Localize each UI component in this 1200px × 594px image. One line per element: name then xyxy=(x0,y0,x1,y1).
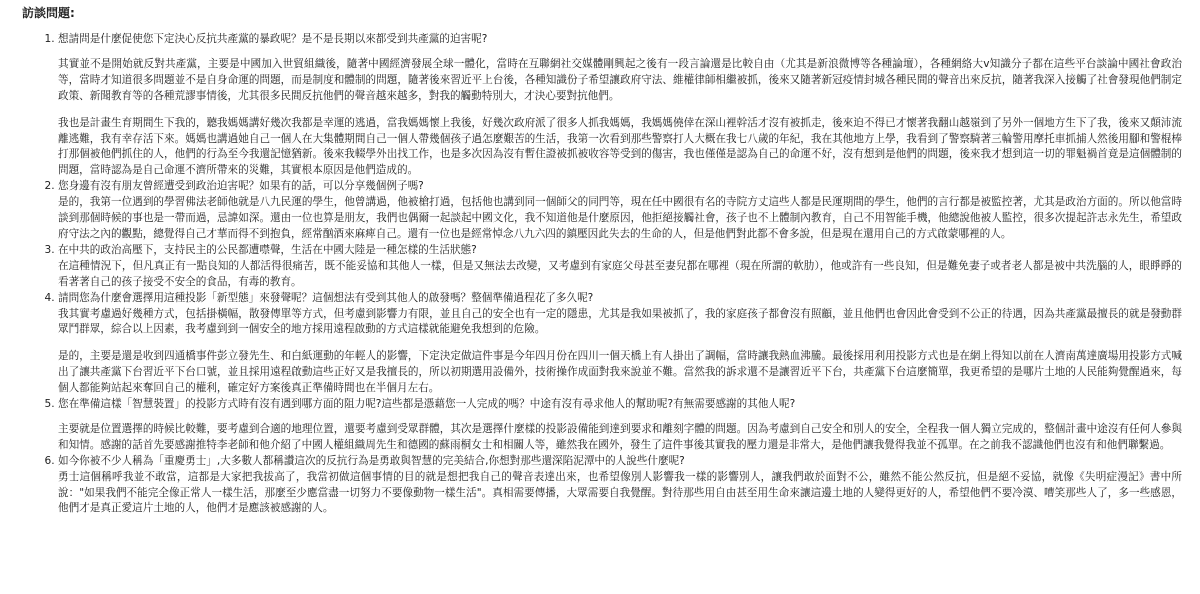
question-item-1 xyxy=(58,32,1182,179)
answer-paragraph: 是的，我第一位遇到的學習佛法老師他就是八九民運的學生，他曾講過，他被槍打過，包括他也講到同一個師父的同門等，現在任中國很有名的寺院方丈這些人都是民運期間的學生，他們的言行都是被監控著，尤其是政治方面的。所以他當時談到那個時候的事也是一帶而過，忌諱如深。還由一位也算是朋友，我們也偶爾一起談起中國文化，我不知道他是什麼原因，他拒絕接觸社會，孩子也不上體制內教育，自己不用智能手機，他總說他被人監控，很多次提起許志永先生，希望政府守法之內的觀點，總覺得自己才華而得不到抱負，經常酗酒來麻痺自己。還有一位也是經常悼念八九六四的鎮壓因此失去的生命的人，但是他們對此都不會多說，但是現在還用自己的方式啟蒙哪裡的人。 xyxy=(58,196,1182,240)
question-text: 4. 請問您為什麼會選擇用這種投影「新型態」來發聲呢？這個想法有受到其他人的啟發嗎？整個準備過程花了多久呢? xyxy=(58,291,594,304)
question-item-5 xyxy=(58,397,1182,454)
question-text: 2. 您身邊有沒有朋友曾經遭受到政治迫害呢？如果有的話，可以分享幾個例子嗎? xyxy=(58,180,424,193)
answer-paragraph: 我其實考慮過好幾種方式，包括掛橫幅，散發傳單等方式，但考慮到影響力有限，並且自己的安全也有一定的隱患，尤其是我如果被抓了，我的家庭孩子都會沒有照顧，並且他們也會因此會受到不公正的待遇，因為共產黨最擅長的就是發動群眾鬥群眾，綜合以上因素，我考慮到到一個安全的地方採用遠程啟動的方式這樣就能避免我想到的危險。 xyxy=(58,307,1182,336)
answer-paragraph: 是的，主要是還是收到四通橋事件彭立發先生、和白紙運動的年輕人的影響，下定決定做這件事是今年四月份在四川一個天橋上有人掛出了調幅，當時讓我熱血沸騰。最後採用利用投影方式也是在網上得知以前在人濟南萬達廣場用投影方式喊出了讓共產黨下台習近平下台口號，並且採用遠程啟動這些正好又是我擅長的，所以初期選用設備外，技術操作成面對我來說並不難。當然我的訴求還不是讓習近平下台，共產黨下台這麼簡單，我更希望的是哪片土地的人民能夠覺醒過來，每個人都能夠站起來奪回自己的權利，確定好方案後真正準備時間也在半個月左右。 xyxy=(58,350,1182,395)
question-text: 6. 如今你被不少人稱為「重慶勇士」,大多數人都稱讚這次的反抗行為是勇敢與智慧的完美結合,你想對那些還深陷泥潭中的人說些什麼呢? xyxy=(58,454,685,467)
question-item-4 xyxy=(58,291,1182,397)
answer-paragraph: 勇士這個稱呼我並不敢當，這都是大家把我拔高了，我當初做這個事情的目的就是想把我自己的聲音表達出來，也希望像別人影響我一樣的影響別人，讓我們敢於面對不公，雖然不能公然反抗，但是絕不妥協，就像《失明症漫記》書中所說："如果我們不能完全像正常人一樣生活，那麼至少應當盡一切努力不要像動物一樣生活"。真相需要傳播，大眾需要自我覺醒。對待那些用自由甚至用生命來讓這邊土地的人變得更好的人，希望他們不要冷漠、嘈笑那些人了，多一些感恩，他們才是真正愛這片土地的人，他們才是應該被感謝的人。 xyxy=(58,470,1182,515)
answer-paragraph: 主要就是位置選擇的時候比較難，要考慮到合適的地理位置，還要考慮到受眾群體，其次是選擇什麼樣的投影設備能到達到要求和離刻字體的問題。因為考慮到自己安全和別人的安全，全程我一個人獨立完成的，整個計畫中途沒有任何人參與和知情。感謝的話首先要感謝推特李老師和他介紹了中國人權組織周先生和德國的蘇雨桐女士和相關人等，雖然我在國外，發生了這件事後其實我的壓力還是非常大，是他們讓我覺得我並不孤單。在之前我不認識他們也沒有和他們聯繫過。 xyxy=(58,422,1182,451)
question-item-6 xyxy=(58,454,1182,518)
question-text: 1. 想請問是什麼促使您下定決心反抗共產黨的暴政呢？是不是長期以來都受到共產黨的迫害呢? xyxy=(58,33,488,45)
question-item-3 xyxy=(58,243,1182,291)
question-item-2 xyxy=(58,179,1182,243)
answer-paragraph: 我也是計畫生育期間生下我的，聽我媽媽講好幾次我都是幸運的逃過，當我媽媽懷上我後，好幾次政府派了很多人抓我媽媽，我媽媽僥倖在深山裡幹活才沒有被抓走，後來迫不得已才懷著我翻山越嶺到了另外一個地方生下了我，後來又顛沛流離逃難，我有幸存活下來。媽媽也講過她自己一個人在大集體期間自己一個人帶幾個孩子過怎麼艱苦的生活，我第一次看到那些警察打人大概在我七八歲的年紀，我在其他地方上學，我看到了警察騎著三輪警用摩托車抓捕人然後用腳和警棍棒打那個被他們抓住的人，他們的行為至今我還記憶猶新。後來我輟學外出找工作，也是多次因為沒有暫住證被抓被收容等受到的傷害，我也僅僅是認為自己的命運不好，沒有想到是他們的問題，後來我才想到這一切的罪魁禍首竟是這個體制的問題，當時認為是自己命運不濟所帶來的災難，其實根本原因是他們造成的。 xyxy=(58,116,1182,177)
question-text: 3. 在中共的政治高壓下，支持民主的公民都遭噤聲，生活在中國大陸是一種怎樣的生活狀態? xyxy=(58,243,477,256)
spacer xyxy=(58,48,1182,57)
question-list xyxy=(22,32,1182,517)
answer-paragraph: 其實並不是開始就反對共產黨，主要是中國加入世貿組織後，隨著中國經濟發展全球一體化，當時在互聯網社交媒體剛興起之後有一段言論還是比較自由（尤其是新浪微博等各種論壇），各種網絡大v知識分子都在這些平台談論中國社會政治等，當時才知道很多問題並不是自身命運的問題，而是制度和體制的問題，隨著後來習近平上台後，各種知識份子希望讓政府守法、維權律師相繼被抓，後來又隨著新冠疫情封城各種民間的聲音出來反抗，隨著我深入接觸了社會發現他們制定政策、新聞教育等的各種荒謬事情後，尤其很多民間反抗他們的聲音越來越多，對我的觸動特別大，才決心要對抗他們。 xyxy=(58,57,1182,102)
question-text: 5. 您在準備這樣「智慧裝置」的投影方式時有沒有遇到哪方面的阻力呢?這些都是憑藉您一人完成的嗎？中途有沒有尋求他人的幫助呢?有無需要感謝的其他人呢? xyxy=(58,398,796,411)
spacer xyxy=(58,413,1182,422)
answer-paragraph: 在這種情況下，但凡真正有一點良知的人都活得很痛苦，既不能妥協和其他人一樣，但是又無法去改變，又考慮到有家庭父母甚至妻兒都在哪裡（現在所謂的軟肋），他或許有一些良知，但是難免妻子或者老人都是被中共洗腦的人，眼睜睜的看著著自己的孩子接受不安全的食品，有毒的教育。 xyxy=(58,259,1182,288)
interview-heading: 訪談問題: xyxy=(22,6,75,20)
